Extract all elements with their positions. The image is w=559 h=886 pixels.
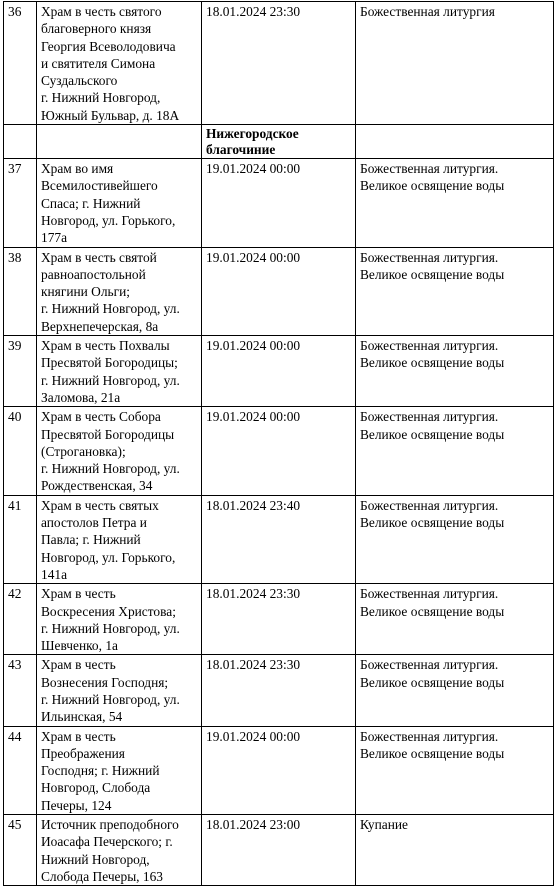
church-text-line: Слобода Печеры, 163 [41,868,163,884]
row-number: 39 [4,336,37,407]
church-name-address [37,495,202,583]
church-text-line: Вознесения Господня; [41,674,169,690]
church-text-line: г. Нижний Новгород, ул. [41,461,180,477]
section-empty-cell [356,125,554,159]
church-text-line: Заломова, 21а [41,389,121,405]
table-row [4,495,554,583]
table-row [4,159,554,247]
table-row [4,584,554,655]
church-text-line: (Строгановка); [41,443,126,459]
church-text-line: Южный Бульвар, д. 18А [41,107,180,123]
section-title-line: Нижегородское [206,126,299,142]
church-name-address [37,726,202,814]
service-type [356,655,554,726]
row-number: 43 [4,655,37,726]
church-name-address [37,407,202,495]
service-datetime: 19.01.2024 00:00 [202,407,356,495]
service-text-line: Божественная литургия. [360,497,499,513]
church-text-line: Храм в честь [41,728,116,744]
church-text-line: Воскресения Христова; [41,603,176,619]
table-row [4,247,554,335]
church-name-address [37,584,202,655]
service-type [356,159,554,247]
church-text-line: Суздальского [41,73,118,89]
service-text-line: Великое освящение воды [360,603,505,619]
church-name-address [37,159,202,247]
service-text-line: Божественная литургия. [360,657,499,673]
service-type [356,584,554,655]
church-text-line: Храм во имя [41,161,114,177]
row-number: 37 [4,159,37,247]
church-text-line: Нижний Новгород, [41,851,150,867]
church-text-line: Преображения [41,745,125,761]
service-text-line: Божественная литургия [360,4,495,19]
church-text-line: г. Нижний Новгород, ул. [41,301,180,317]
church-text-line: Павла; г. Нижний [41,532,141,548]
section-empty-cell [4,125,37,159]
service-text-line: Божественная литургия. [360,338,499,354]
service-text-line: Божественная литургия. [360,161,499,177]
church-name-address [37,655,202,726]
church-text-line: Новгород, Слобода [41,780,151,796]
service-text-line: Божественная литургия. [360,586,499,602]
service-text-line: Великое освящение воды [360,745,505,761]
service-text-line: Божественная литургия. [360,249,499,265]
table-row [4,815,554,886]
church-text-line: Георгия Всеволодовича [41,38,176,54]
table-row [4,2,554,125]
row-number: 42 [4,584,37,655]
table-row [4,726,554,814]
service-datetime: 18.01.2024 23:30 [202,2,356,125]
row-number: 41 [4,495,37,583]
church-text-line: Печеры, 124 [41,797,112,813]
service-datetime: 18.01.2024 23:30 [202,655,356,726]
church-text-line: 177а [41,230,68,246]
church-text-line: апостолов Петра и [41,515,147,531]
church-text-line: г. Нижний Новгород, ул. [41,691,180,707]
church-text-line: Новгород, ул. Горького, [41,212,176,228]
service-datetime: 18.01.2024 23:40 [202,495,356,583]
service-datetime: 19.01.2024 00:00 [202,247,356,335]
row-number: 40 [4,407,37,495]
section-title-line: благочиние [206,142,276,158]
church-text-line: Храм в честь Собора [41,409,161,425]
church-text-line: г. Нижний Новгород, [41,90,161,106]
church-name-address [37,247,202,335]
church-text-line: и святителя Симона [41,55,156,71]
service-text-line: Купание [360,817,409,833]
service-text-line: Великое освящение воды [360,355,505,371]
service-type [356,495,554,583]
church-text-line: Храм в честь святого [41,4,162,19]
service-type [356,407,554,495]
service-type [356,247,554,335]
service-datetime: 19.01.2024 00:00 [202,726,356,814]
service-type [356,336,554,407]
church-name-address [37,815,202,886]
church-text-line: г. Нижний Новгород, ул. [41,372,180,388]
church-text-line: Иоасафа Печерского; г. [41,834,173,850]
church-text-line: Ильинская, 54 [41,709,123,725]
row-number: 45 [4,815,37,886]
service-datetime: 19.01.2024 00:00 [202,336,356,407]
church-text-line: г. Нижний Новгород, ул. [41,620,180,636]
church-text-line: равноапостольной [41,266,146,282]
church-text-line: Храм в честь святой [41,249,157,265]
church-text-line: Рождественская, 34 [41,478,153,494]
church-text-line: Пресвятой Богородицы [41,426,175,442]
church-text-line: Спаса; г. Нижний [41,195,141,211]
church-text-line: Новгород, ул. Горького, [41,549,176,565]
table-row [4,655,554,726]
service-type [356,815,554,886]
church-text-line: Храм в честь [41,586,116,602]
service-text-line: Великое освящение воды [360,426,505,442]
service-text-line: Великое освящение воды [360,266,505,282]
section-empty-cell [37,125,202,159]
church-text-line: Храм в честь святых [41,497,159,513]
table-row [4,336,554,407]
church-text-line: 141а [41,566,68,582]
service-text-line: Великое освящение воды [360,178,505,194]
service-type [356,2,554,125]
row-number: 36 [4,2,37,125]
table-row [4,407,554,495]
service-text-line: Божественная литургия. [360,409,499,425]
section-header-row [4,125,554,159]
service-datetime: 19.01.2024 00:00 [202,159,356,247]
church-text-line: Пресвятой Богородицы; [41,355,178,371]
church-text-line: Источник преподобного [41,817,179,833]
service-datetime: 18.01.2024 23:00 [202,815,356,886]
church-text-line: Храм в честь Похвалы [41,338,170,354]
schedule-table [3,1,554,886]
service-text-line: Великое освящение воды [360,515,505,531]
church-name-address [37,2,202,125]
service-datetime: 18.01.2024 23:30 [202,584,356,655]
schedule-table-body [4,2,554,886]
church-text-line: благоверного князя [41,21,152,37]
service-text-line: Божественная литургия. [360,728,499,744]
church-text-line: княгини Ольги; [41,284,131,300]
church-text-line: Всемилостивейшего [41,178,158,194]
service-type [356,726,554,814]
row-number: 44 [4,726,37,814]
church-name-address [37,336,202,407]
church-text-line: Шевченко, 1а [41,638,118,654]
church-text-line: Господня; г. Нижний [41,763,160,779]
section-title [202,125,356,159]
church-text-line: Храм в честь [41,657,116,673]
church-text-line: Верхнепечерская, 8а [41,318,159,334]
row-number: 38 [4,247,37,335]
service-text-line: Великое освящение воды [360,674,505,690]
